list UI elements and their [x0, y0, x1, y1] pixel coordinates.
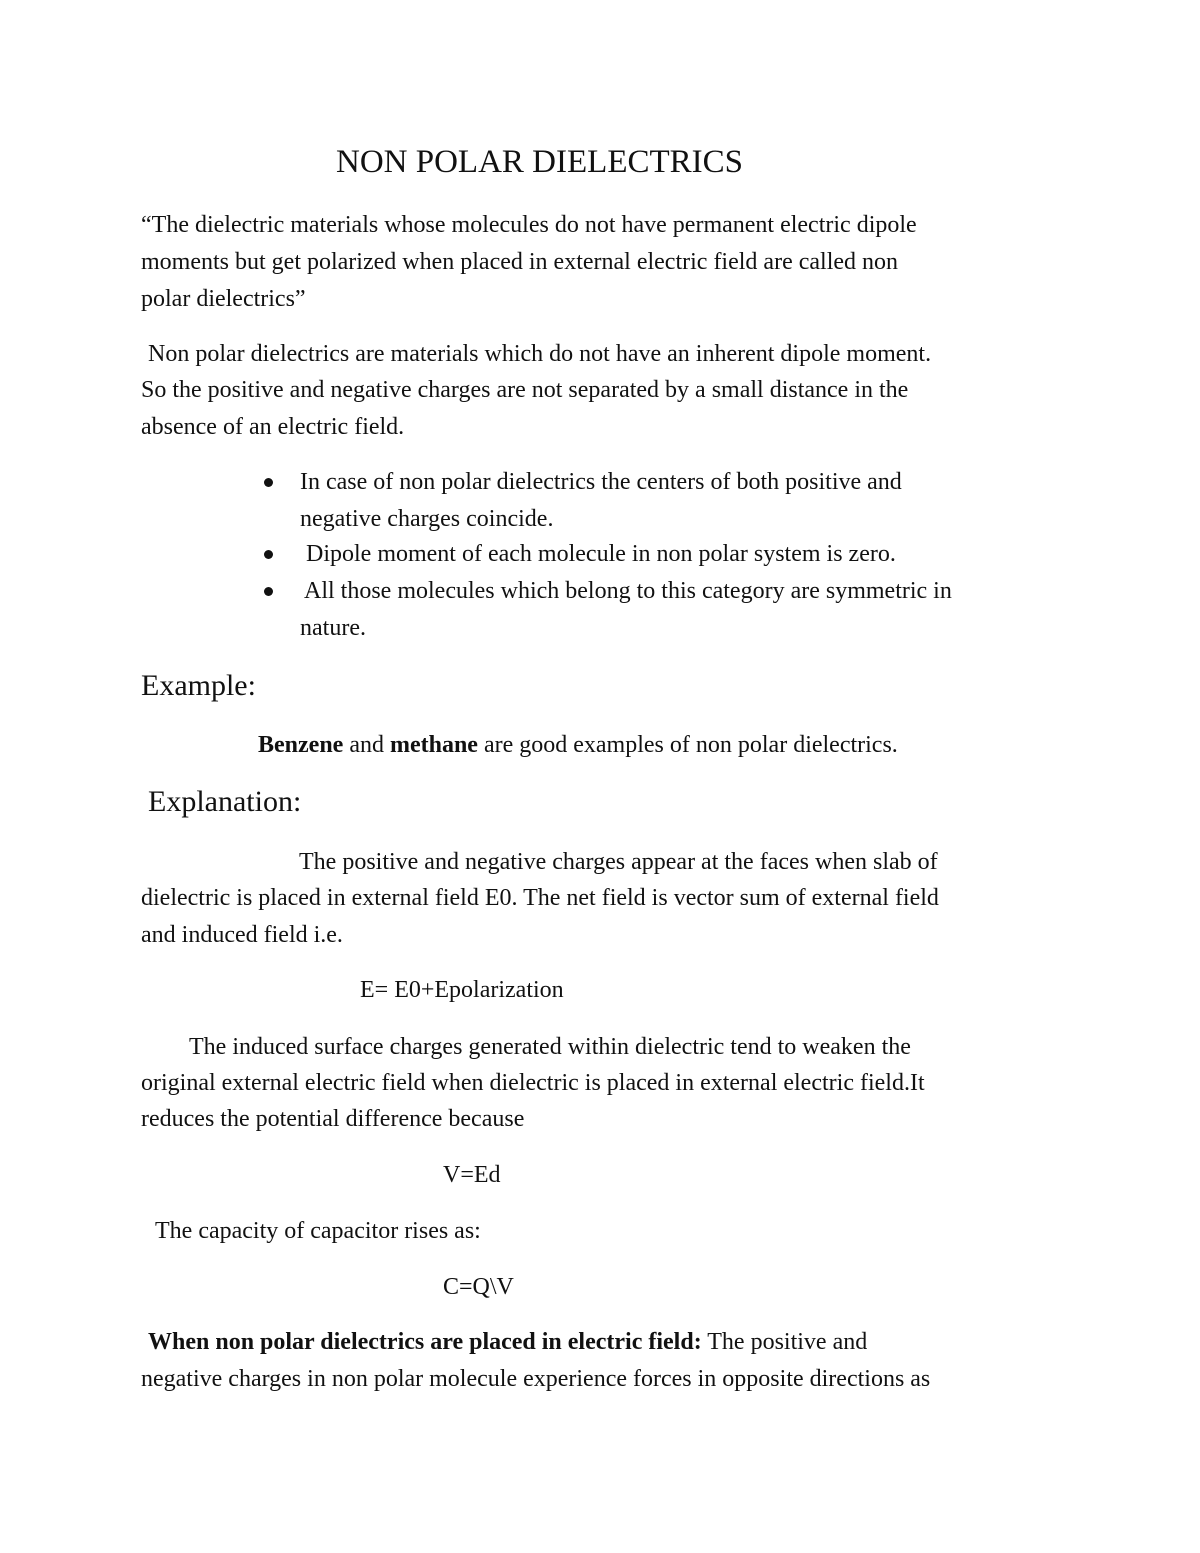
intro-line-3: absence of an electric field. — [141, 414, 405, 440]
final-line-1 — [148, 1328, 867, 1356]
bullet-1-line-1: In case of non polar dielectrics the centers of both positive and — [300, 469, 902, 495]
bullet-icon — [264, 587, 273, 596]
explanation-heading: Explanation: — [148, 785, 302, 818]
bullet-3-line-2: nature. — [300, 615, 366, 641]
explanation-line-3: and induced field i.e. — [141, 922, 343, 948]
page-title: NON POLAR DIELECTRICS — [336, 144, 744, 180]
final-line-2: negative charges in non polar molecule experience forces in opposite directions as — [141, 1366, 931, 1392]
example-sentence — [258, 731, 898, 759]
final-rest: The positive and — [701, 1329, 868, 1355]
definition-line-1: “The dielectric materials whose molecules do not have permanent electric dipole — [141, 212, 917, 238]
example-and: and — [343, 732, 390, 758]
capacity-line: The capacity of capacitor rises as: — [155, 1218, 481, 1244]
bullet-icon — [264, 550, 273, 559]
definition-line-3: polar dielectrics” — [141, 286, 306, 312]
bullet-1-line-2: negative charges coincide. — [300, 506, 554, 532]
equation-field-sum: E= E0+Epolarization — [360, 977, 564, 1003]
benzene-bold: Benzene — [258, 732, 344, 758]
bullet-2-line-1: Dipole moment of each molecule in non polar system is zero. — [306, 541, 896, 567]
induced-line-2: original external electric field when dielectric is placed in external electric field.It — [141, 1070, 925, 1096]
final-bold-lead: When non polar dielectrics are placed in electric field: — [148, 1329, 702, 1355]
intro-line-1: Non polar dielectrics are materials which do not have an inherent dipole moment. — [148, 341, 932, 367]
equation-capacitance: C=Q\V — [443, 1274, 514, 1300]
induced-line-1: The induced surface charges generated within dielectric tend to weaken the — [189, 1034, 911, 1060]
explanation-line-2: dielectric is placed in external field E0. The net field is vector sum of external field — [141, 885, 939, 911]
intro-line-2: So the positive and negative charges are not separated by a small distance in the — [141, 377, 909, 403]
methane-bold: methane — [389, 732, 478, 758]
bullet-3-line-1: All those molecules which belong to this category are symmetric in — [304, 578, 952, 604]
bullet-icon — [264, 478, 273, 487]
example-rest: are good examples of non polar dielectrics. — [477, 732, 898, 758]
example-heading: Example: — [141, 669, 256, 702]
explanation-line-1: The positive and negative charges appear at the faces when slab of — [299, 849, 938, 875]
equation-voltage: V=Ed — [443, 1162, 501, 1188]
induced-line-3: reduces the potential difference because — [141, 1106, 525, 1132]
definition-line-2: moments but get polarized when placed in external electric field are called non — [141, 249, 899, 275]
